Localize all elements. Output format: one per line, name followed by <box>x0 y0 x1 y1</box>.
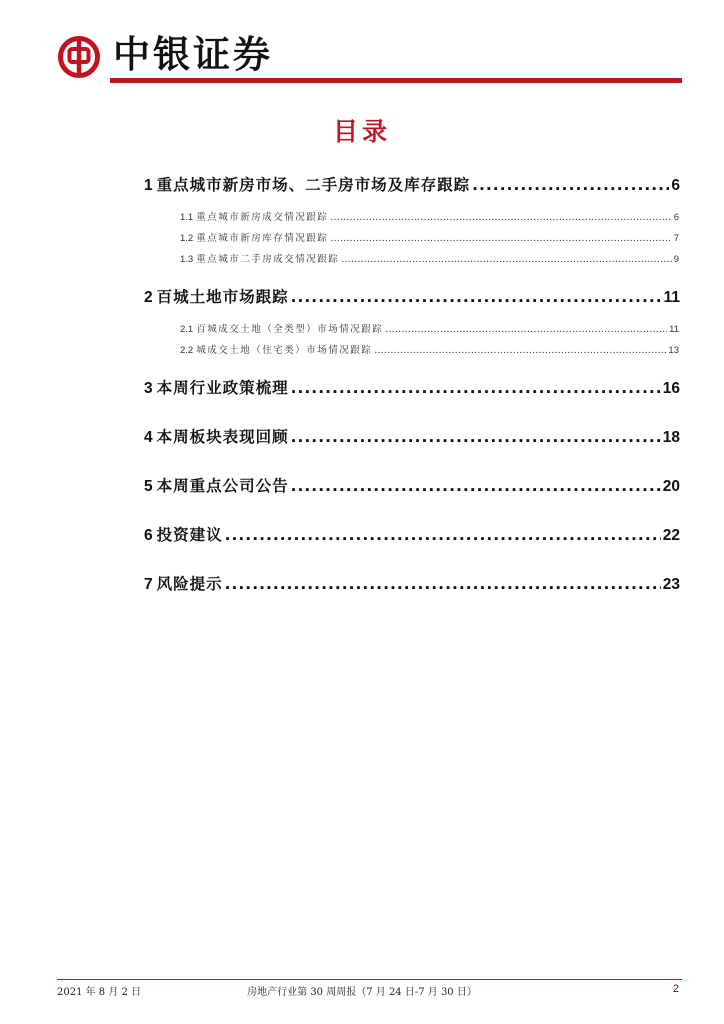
toc-entry-page: 6 <box>671 177 680 194</box>
toc-entry-number: 5 <box>144 478 153 495</box>
toc-leader-dots <box>472 176 669 194</box>
toc-leader-dots <box>291 288 662 306</box>
toc-entry-page: 13 <box>668 345 679 356</box>
bank-of-china-logo-icon <box>57 35 101 79</box>
toc-entry-2[interactable] <box>144 285 680 307</box>
toc-entry-label: 本周行业政策梳理 <box>156 379 289 397</box>
toc-entry-2-1[interactable] <box>180 321 679 335</box>
toc-entry-label: 城成交土地（住宅类）市场情况跟踪 <box>196 345 373 356</box>
toc-leader-dots <box>385 324 667 335</box>
toc-leader-dots <box>225 575 661 593</box>
toc-entry-3[interactable] <box>144 376 680 398</box>
toc-entry-1-2[interactable] <box>180 230 679 244</box>
toc-entry-page: 11 <box>663 289 680 306</box>
toc-entry-number: 6 <box>144 527 153 544</box>
toc-entry-page: 9 <box>673 254 679 265</box>
toc-entry-7[interactable] <box>144 572 680 594</box>
toc-entry-page: 16 <box>662 380 680 397</box>
toc-entry-label: 百城成交土地（全类型）市场情况跟踪 <box>196 324 384 335</box>
toc-title: 目录 <box>332 117 391 146</box>
footer-page-number: 2 <box>672 983 679 995</box>
toc-entry-6[interactable] <box>144 523 680 545</box>
toc-entry-number: 2.1 <box>180 324 194 335</box>
toc-entry-number: 1.2 <box>180 233 194 244</box>
toc-leader-dots <box>330 212 671 223</box>
toc-entry-label: 重点城市新房市场、二手房市场及库存跟踪 <box>156 176 471 194</box>
toc-entry-page: 22 <box>662 527 680 544</box>
toc-entry-page: 23 <box>662 576 680 593</box>
toc-entry-1-3[interactable] <box>180 251 679 265</box>
toc-leader-dots <box>291 379 661 397</box>
toc-entry-label: 风险提示 <box>156 575 223 593</box>
toc-entry-label: 本周板块表现回顾 <box>156 428 289 446</box>
toc-entry-number: 7 <box>144 576 153 593</box>
toc-entry-page: 11 <box>669 324 679 335</box>
toc-entry-label: 投资建议 <box>156 526 223 544</box>
toc-entry-label: 重点城市新房库存情况跟踪 <box>196 233 329 244</box>
toc-leader-dots <box>291 477 661 495</box>
toc-entry-number: 1.1 <box>180 212 194 223</box>
toc-entry-1[interactable] <box>144 173 680 195</box>
header-rule <box>110 78 682 83</box>
toc-entry-number: 2 <box>144 289 153 306</box>
toc-entry-number: 1.3 <box>180 254 194 265</box>
toc-leader-dots <box>225 526 661 544</box>
toc-entry-4[interactable] <box>144 425 680 447</box>
toc-entry-label: 百城土地市场跟踪 <box>156 288 289 306</box>
toc-entry-5[interactable] <box>144 474 680 496</box>
footer-rule <box>57 979 682 980</box>
toc-entry-page: 18 <box>662 429 680 446</box>
toc-entry-label: 本周重点公司公告 <box>156 477 289 495</box>
footer-date: 2021 年 8 月 2 日 <box>57 987 142 998</box>
toc-entry-label: 重点城市二手房成交情况跟踪 <box>196 254 340 265</box>
toc-entry-number: 1 <box>144 177 153 194</box>
toc-entry-2-2[interactable] <box>180 342 679 356</box>
footer-report-title: 房地产行业第 30 周周报（7 月 24 日-7 月 30 日） <box>247 987 477 998</box>
toc-entry-label: 重点城市新房成交情况跟踪 <box>196 212 329 223</box>
toc-entry-number: 4 <box>144 429 153 446</box>
toc-entry-1-1[interactable] <box>180 209 679 223</box>
toc-entry-page: 6 <box>673 212 679 223</box>
toc-entry-number: 2.2 <box>180 345 194 356</box>
page-header <box>57 24 682 80</box>
toc-entry-number: 3 <box>144 380 153 397</box>
toc-leader-dots <box>374 345 666 356</box>
toc-entry-page: 20 <box>662 478 680 495</box>
brand-name: 中银证券 <box>113 32 273 76</box>
toc-leader-dots <box>341 254 671 265</box>
toc-leader-dots <box>330 233 671 244</box>
toc-entry-page: 7 <box>673 233 679 244</box>
toc-leader-dots <box>291 428 661 446</box>
